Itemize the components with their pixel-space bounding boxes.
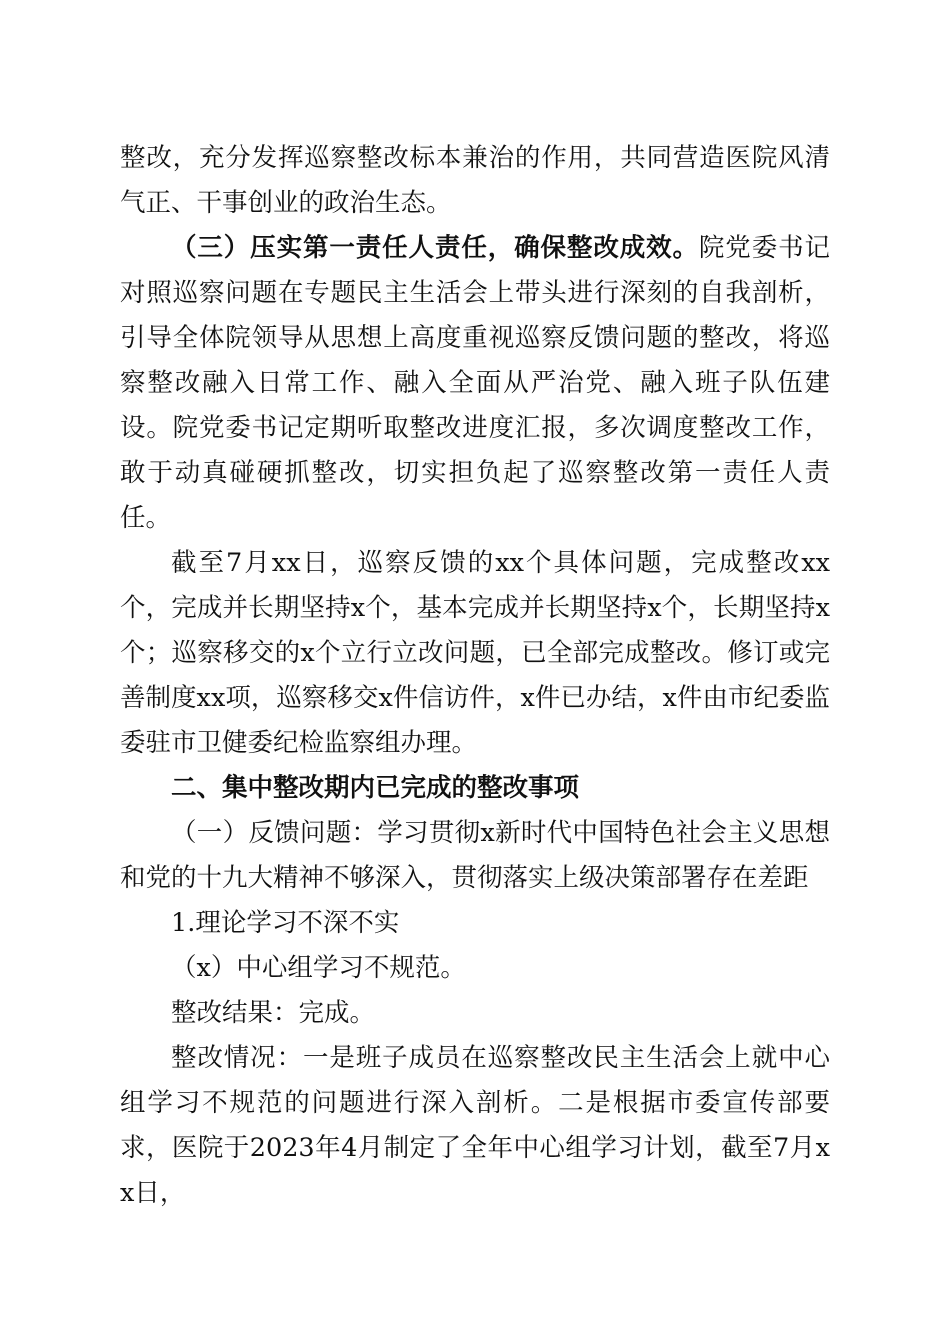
paragraph-body: 院党委书记对照巡察问题在专题民主生活会上带头进行深刻的自我剖析，引导全体院领导从思想上高度重视巡察反馈问题的整改，将巡察整改融入日常工作、融入全面从严治党、融入班子队伍建设。院党委书记定期听取整改进度汇报，多次调度整改工作，敢于动真碰硬抓整改，切实担负起了巡察整改第一责任人责任。 [120, 233, 830, 533]
paragraph-feedback-issue: （一）反馈问题：学习贯彻x新时代中国特色社会主义思想和党的十九大精神不够深入，贯彻落实上级决策部署存在差距 [120, 818, 830, 893]
paragraph-result: 整改结果：完成。 [171, 998, 376, 1028]
paragraph-situation: 整改情况：一是班子成员在巡察整改民主生活会上就中心组学习不规范的问题进行深入剖析。二是根据市委宣传部要求，医院于2023年4月制定了全年中心组学习计划，截至7月xx日， [120, 1043, 830, 1208]
paragraph-continuation: 整改，充分发挥巡察整改标本兼治的作用，共同营造医院风清气正、干事创业的政治生态。 [120, 143, 830, 218]
document-page [120, 136, 830, 1216]
paragraph-lead: （三）压实第一责任人责任，确保整改成效。 [171, 233, 699, 263]
paragraph-subitem: 1.理论学习不深不实 [171, 908, 400, 938]
section-heading: 二、集中整改期内已完成的整改事项 [171, 773, 580, 803]
paragraph-first-responsibility [120, 226, 830, 541]
paragraph-subitem-detail: （x）中心组学习不规范。 [171, 953, 466, 983]
paragraph-progress-summary: 截至7月xx日，巡察反馈的xx个具体问题，完成整改xx个，完成并长期坚持x个，基本完成并长期坚持x个，长期坚持x个；巡察移交的x个立行立改问题，已全部完成整改。修订或完善制度xx项，巡察移交x件信访件，x件已办结，x件由市纪委监委驻市卫健委纪检监察组办理。 [120, 548, 830, 758]
